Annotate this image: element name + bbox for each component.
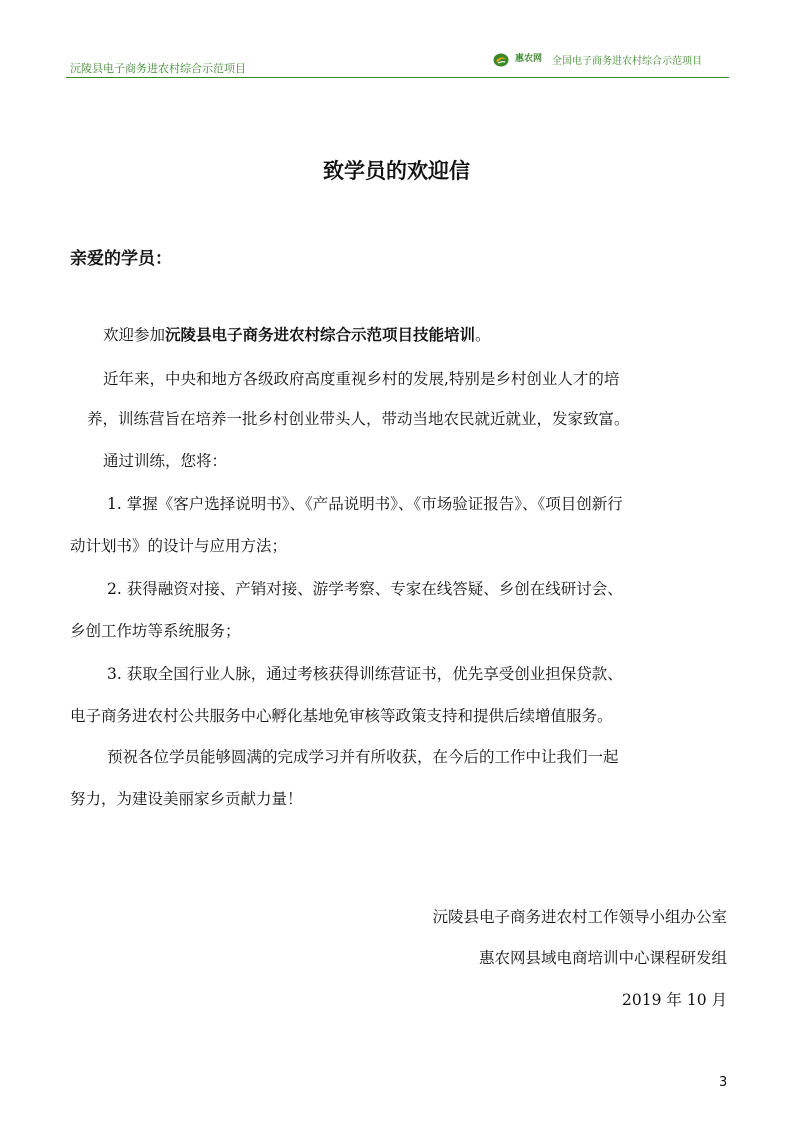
huinong-logo-icon: [493, 53, 509, 67]
signature-org-1: 沅陵县电子商务进农村工作领导小组办公室: [432, 908, 727, 926]
paragraph-line: 努力，为建设美丽家乡贡献力量！: [70, 790, 303, 808]
list-item: 3. 获取全国行业人脉，通过考核获得训练营证书，优先享受创业担保贷款、: [107, 665, 623, 683]
welcome-prefix: 欢迎参加: [103, 326, 166, 344]
list-item: 动计划书》的设计与应用方法；: [70, 537, 288, 555]
paragraph-line: 近年来，中央和地方各级政府高度重视乡村的发展,特别是乡村创业人才的培: [103, 370, 620, 388]
training-name: 沅陵县电子商务进农村综合示范项目技能培训: [165, 326, 476, 344]
signature-date: 2019 年 10 月: [622, 991, 727, 1009]
paragraph-line: 养，训练营旨在培养一批乡村创业带头人，带动当地农民就近就业，发家致富。: [87, 410, 630, 428]
signature-org-2: 惠农网县域电商培训中心课程研发组: [478, 949, 727, 967]
header-program-name: 全国电子商务进农村综合示范项目: [552, 56, 703, 67]
header-brand: [493, 52, 702, 67]
welcome-suffix: 。: [475, 326, 491, 344]
list-item: 2. 获得融资对接、产销对接、游学考察、专家在线答疑、乡创在线研讨会、: [107, 580, 623, 598]
header-divider: [66, 77, 729, 78]
letter-greeting: 亲爱的学员：: [70, 249, 172, 269]
header-project-name: 沅陵县电子商务进农村综合示范项目: [70, 62, 246, 75]
welcome-line: [103, 323, 491, 345]
list-item: 乡创工作坊等系统服务；: [70, 622, 241, 640]
logo-text: 惠农网: [515, 54, 543, 64]
page-number: 3: [719, 1075, 728, 1090]
paragraph-line: 通过训练，您将：: [103, 452, 228, 470]
list-item: 电子商务进农村公共服务中心孵化基地免审核等政策支持和提供后续增值服务。: [70, 707, 613, 725]
paragraph-line: 预祝各位学员能够圆满的完成学习并有所收获，在今后的工作中让我们一起: [107, 748, 619, 766]
letter-title: 致学员的欢迎信: [323, 159, 470, 183]
list-item: 1. 掌握《客户选择说明书》、《产品说明书》、《市场验证报告》、《项目创新行: [107, 495, 623, 513]
